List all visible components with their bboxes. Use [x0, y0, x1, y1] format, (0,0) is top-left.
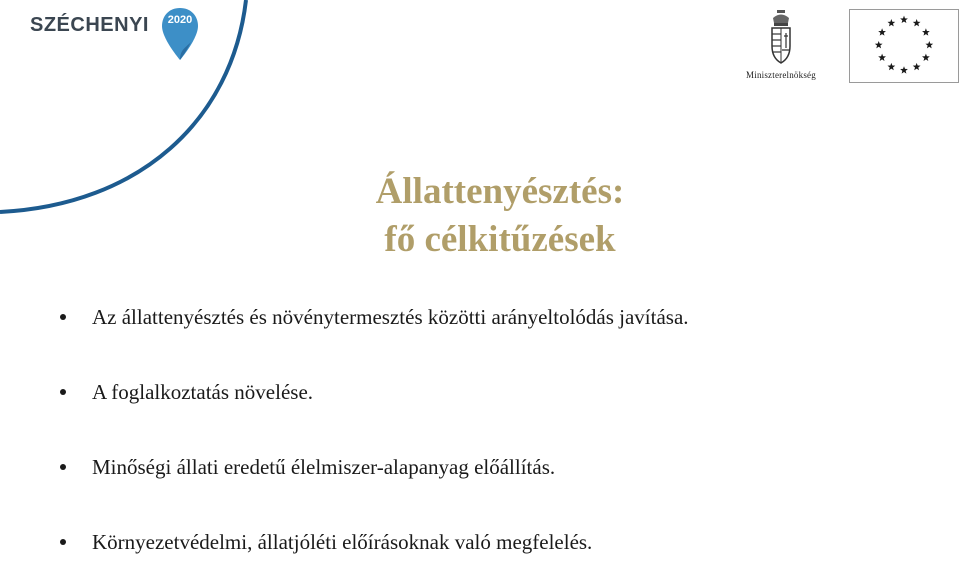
szechenyi-2020-logo — [30, 6, 200, 58]
eu-star-icon — [913, 63, 921, 70]
eu-stars-icon — [850, 10, 958, 82]
bullet-item — [60, 380, 313, 405]
eu-star-icon — [900, 16, 908, 23]
bullet-text: Az állattenyésztés és növénytermesztés közötti arányeltolódás javítása. — [92, 305, 689, 329]
coat-of-arms-icon — [766, 8, 796, 68]
eu-star-icon — [925, 41, 933, 48]
eu-star-icon — [875, 41, 883, 48]
bullet-item — [60, 305, 689, 330]
bullet-dot-icon — [60, 314, 66, 320]
eu-star-icon — [887, 63, 895, 70]
ministry-name: Miniszterelnökség — [746, 70, 816, 80]
eu-flag-logo — [849, 9, 959, 83]
eu-star-icon — [900, 66, 908, 73]
bullet-text: Környezetvédelmi, állatjóléti előírásoknak való megfelelés. — [92, 530, 593, 554]
bullet-item — [60, 530, 592, 555]
slide-title — [200, 168, 800, 264]
bullet-text: Minőségi állati eredetű élelmiszer-alapanyag előállítás. — [92, 455, 556, 479]
slide-title-line-1: Állattenyésztés: — [375, 171, 625, 212]
eu-star-icon — [913, 19, 921, 26]
bullet-item — [60, 455, 555, 480]
bullet-dot-icon — [60, 464, 66, 470]
bullet-dot-icon — [60, 389, 66, 395]
bullet-dot-icon — [60, 539, 66, 545]
bullet-text: A foglalkoztatás növelése. — [92, 380, 314, 404]
slide-title-line-2: fő célkitűzések — [384, 219, 616, 260]
eu-star-icon — [887, 19, 895, 26]
ministry-logo — [726, 8, 836, 84]
eu-star-icon — [922, 28, 930, 35]
eu-star-icon — [878, 54, 886, 61]
szechenyi-logo-text: SZÉCHENYI — [30, 14, 149, 36]
eu-star-icon — [878, 28, 886, 35]
eu-star-icon — [922, 54, 930, 61]
szechenyi-logo-year: 2020 — [167, 14, 193, 26]
